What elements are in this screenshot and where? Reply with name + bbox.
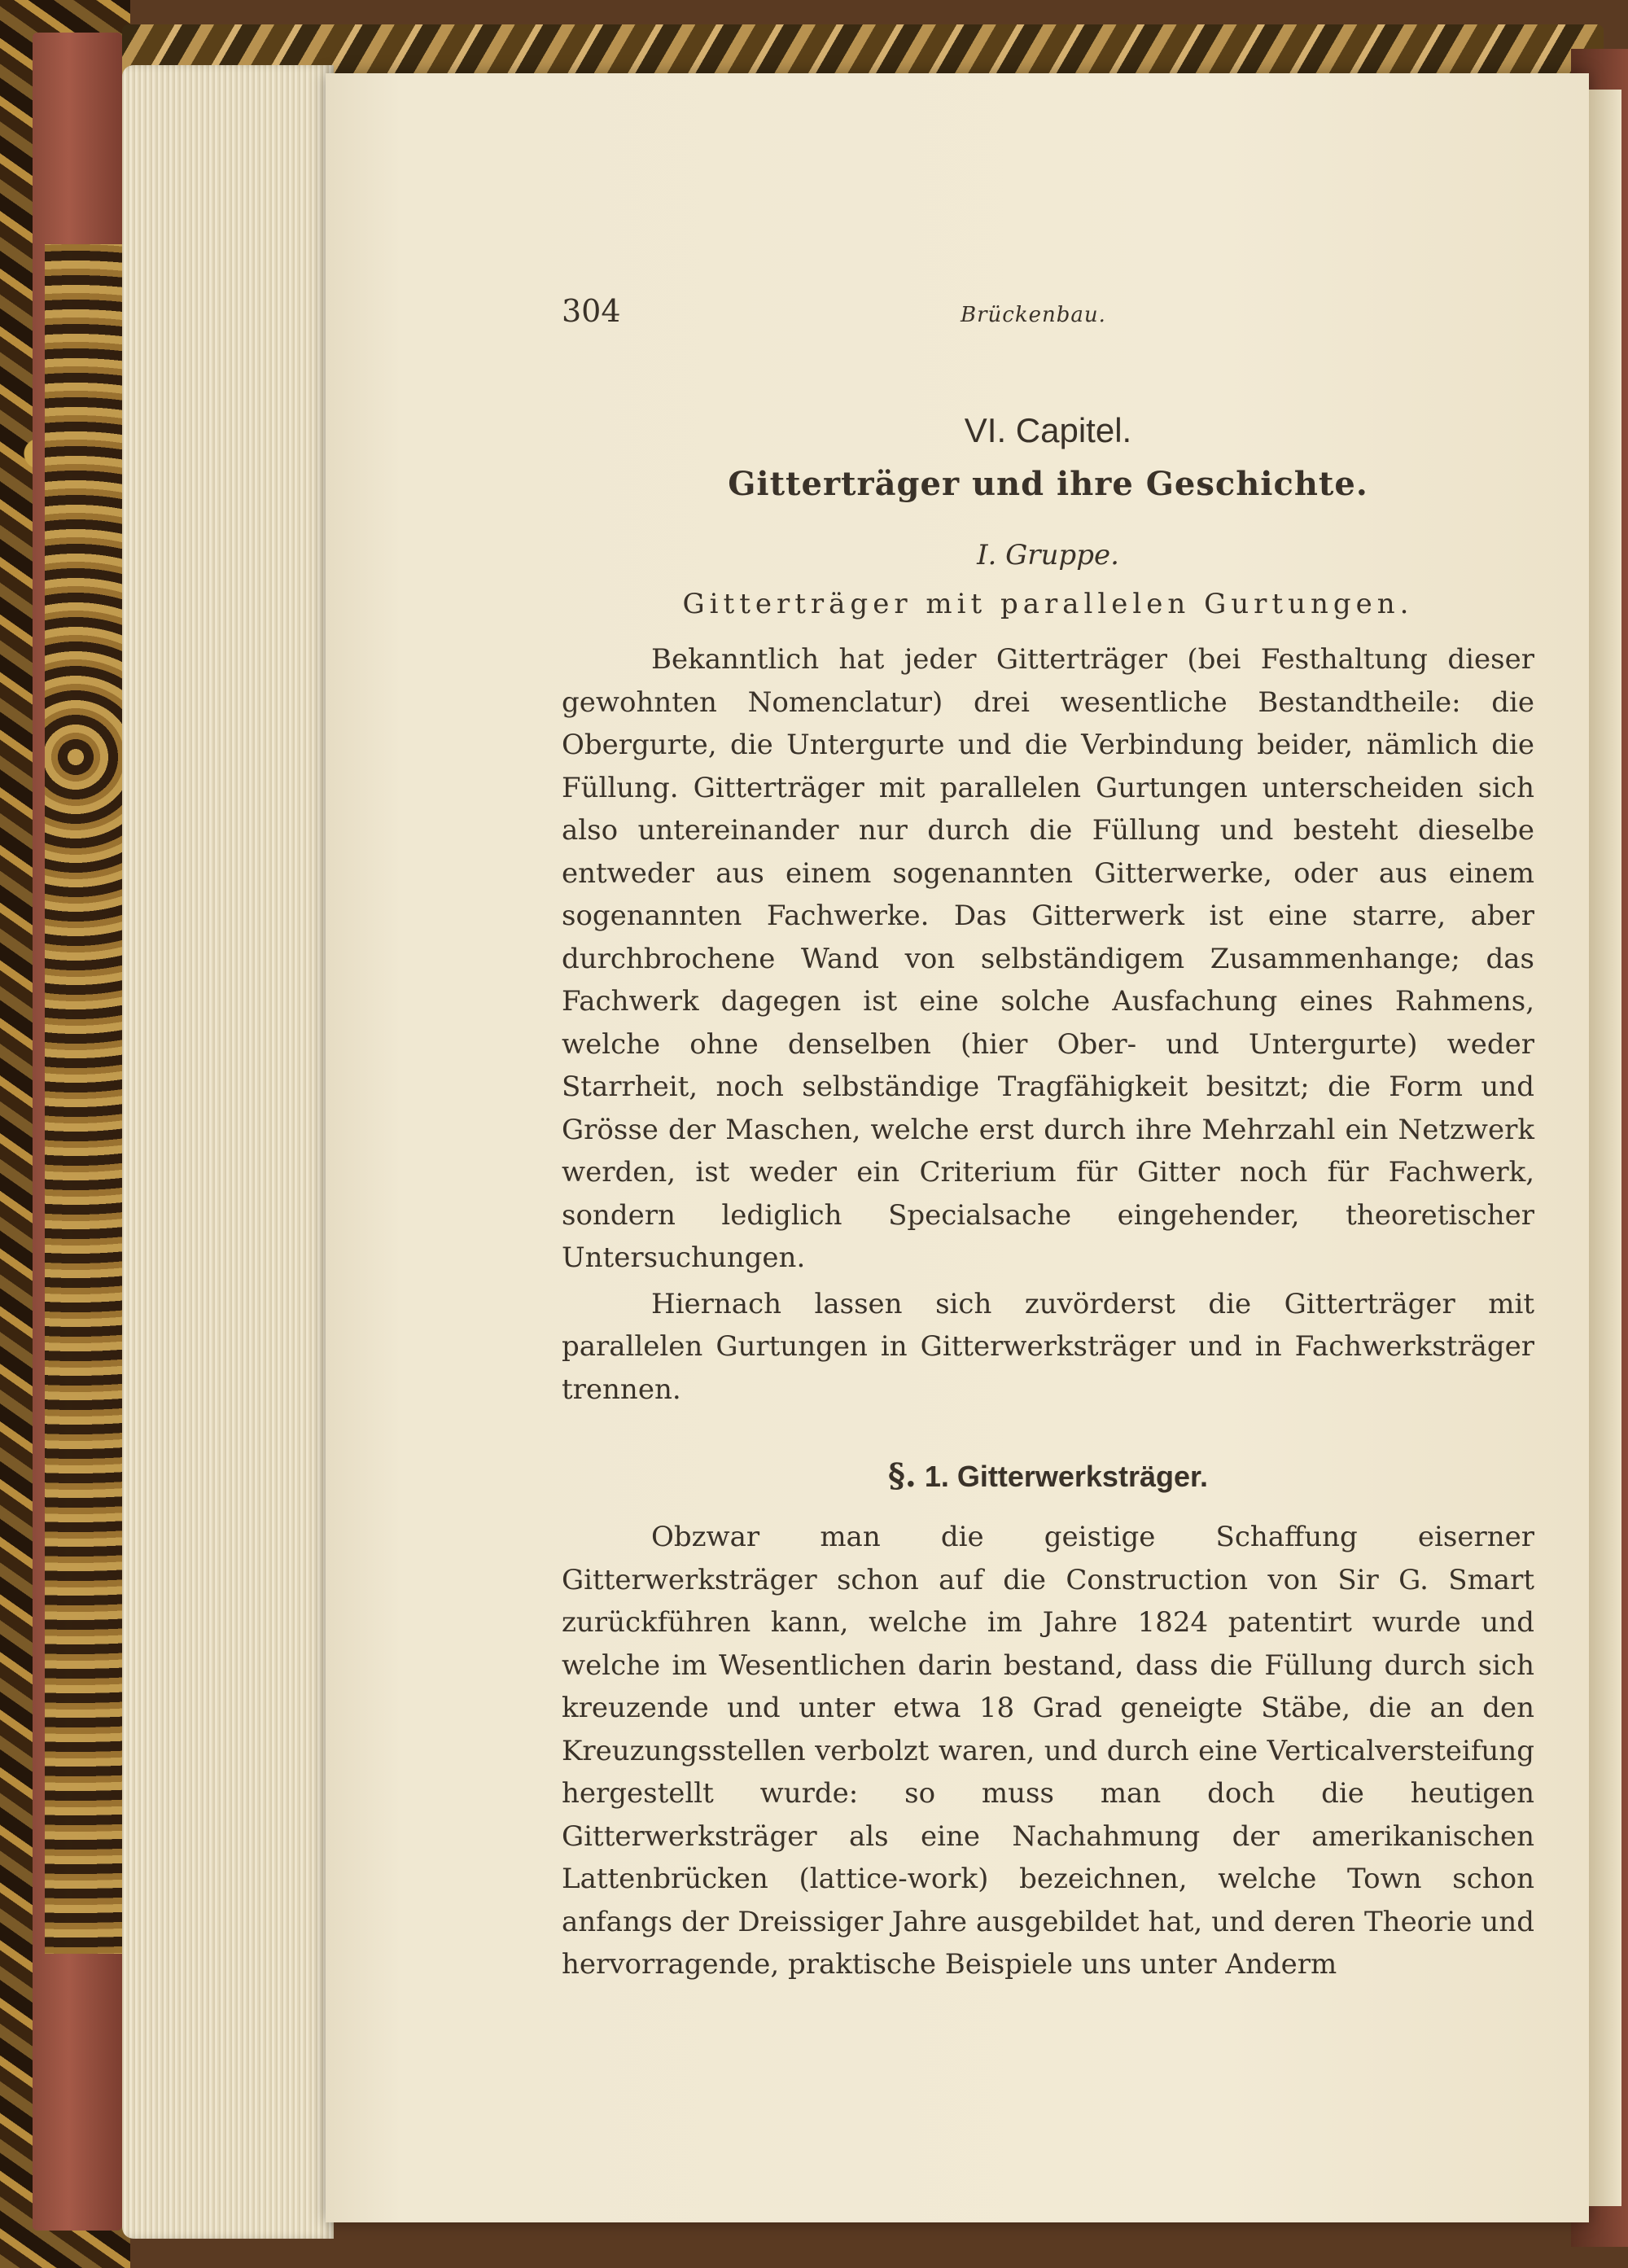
marbled-endpaper	[45, 244, 122, 1954]
facing-page-edge	[1589, 90, 1621, 2206]
chapter-heading: VI. Capitel.	[964, 411, 1132, 449]
section-sign: §.	[887, 1456, 917, 1495]
section-label: 1. Gitterwerksträger.	[924, 1460, 1209, 1493]
page-stack-edge	[122, 65, 334, 2239]
running-title: Brückenbau.	[961, 303, 1106, 327]
chapter-subtitle: Gitterträger und ihre Geschichte.	[728, 465, 1368, 503]
paragraph: Hiernach lassen sich zuvörderst die Gitterträger mit parallelen Gurtungen in Gitterwerksträger und in Fachwerksträger trennen.	[562, 1287, 1534, 1406]
section-heading	[562, 1456, 1534, 1495]
group-subtitle: Gitterträger mit parallelen Gurtungen.	[682, 588, 1414, 620]
group-heading: I. Gruppe.	[977, 539, 1119, 571]
paragraph: Obzwar man die geistige Schaffung eiserner Gitterwerksträger schon auf die Construction von Sir G. Smart zurückführen kann, welche im Jahre 1824 patentirt wurde und welche im Wesentlichen darin bestand, dass die Füllung durch sich kreuzende und unter etwa 18 Grad geneigte Stäbe, die an den Kreuzungsstellen verbolzt waren, und durch eine Verticalversteifung hergestellt wurde: so muss man doch die heutigen Gitterwerksträger als eine Nachahmung der amerikanischen Lattenbrücken (lattice-work) bezeichnen, welche Town schon anfangs der Dreissiger Jahre ausgebildet hat, und deren Theorie und hervorragende, praktische Beispiele uns unter Anderm	[562, 1521, 1534, 1981]
running-head	[562, 293, 1534, 342]
paragraph: Bekanntlich hat jeder Gitterträger (bei Festhaltung dieser gewohnten Nomenclatur) drei wesentliche Bestandtheile: die Obergurte, die Untergurte und die Verbindung beider, nämlich die Füllung. Gitterträger mit parallelen Gurtungen unterscheiden sich also untereinander nur durch die Füllung und besteht dieselbe entweder aus einem sogenannten Gitterwerke, oder aus einem sogenannten Fachwerke. Das Gitterwerk ist eine starre, aber durchbrochene Wand von selbständigem Zusammenhange; das Fachwerk dagegen ist eine solche Ausfachung eines Rahmens, welche ohne denselben (hier Ober- und Untergurte) weder Starrheit, noch selbständige Tragfähigkeit besitzt; die Form und Grösse der Maschen, welche erst durch ihre Mehrzahl ein Netzwerk werden, ist weder ein Criterium für Gitter noch für Fachwerk, sondern lediglich Specialsache eingehender, theoretischer Untersuchungen.	[562, 643, 1534, 1274]
page-text	[562, 293, 1534, 1986]
page-number: 304	[562, 293, 621, 329]
